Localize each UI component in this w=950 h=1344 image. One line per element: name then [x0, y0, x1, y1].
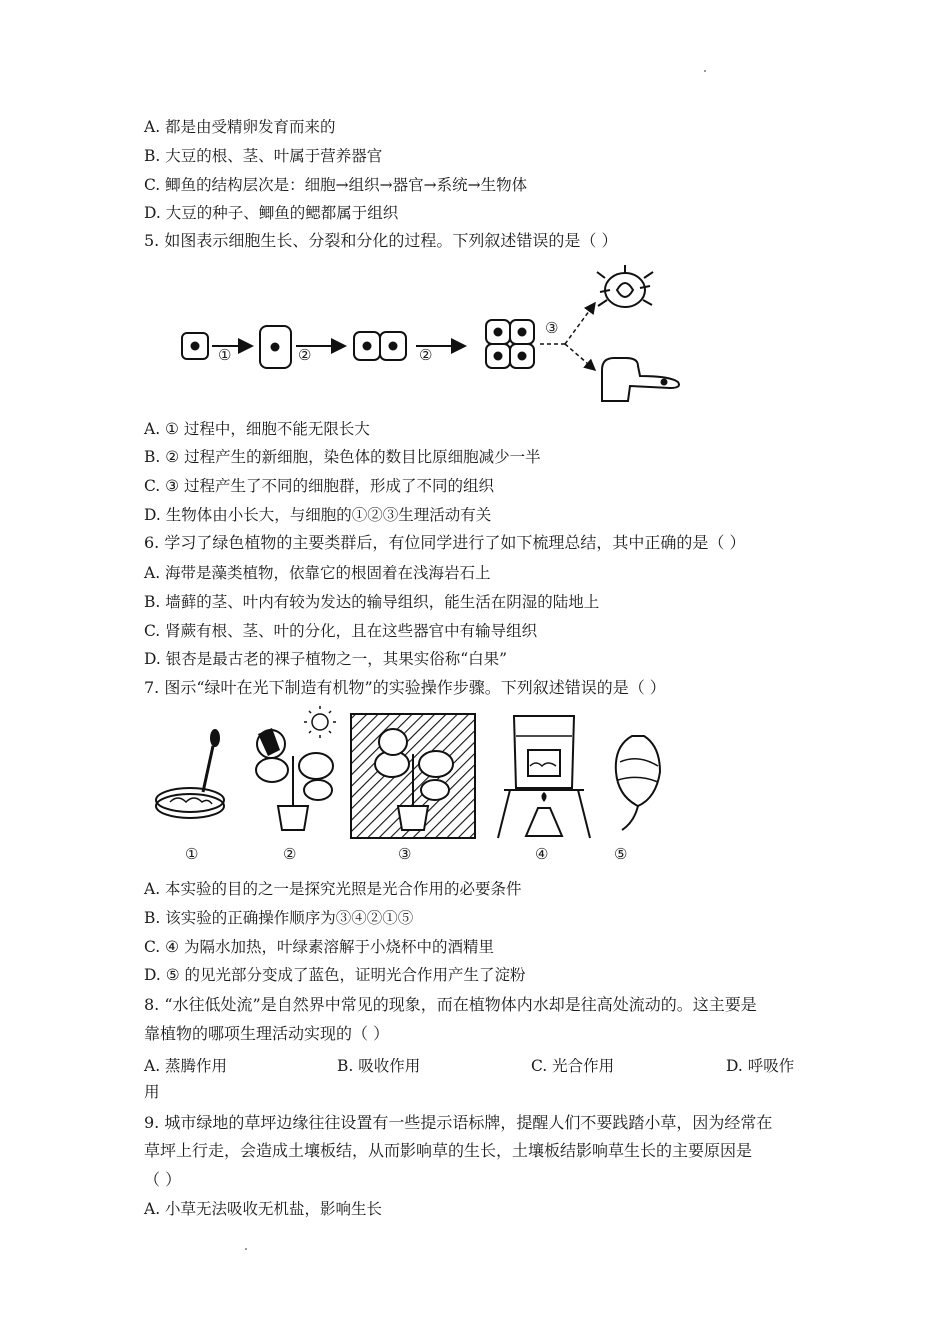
q6-option-d: D. 银杏是最古老的裸子植物之一，其果实俗称“白果” — [144, 650, 508, 668]
q4-option-a: A. 都是由受精卵发育而来的 — [144, 118, 336, 136]
q6-stem: 6. 学习了绿色植物的主要类群后，有位同学进行了如下梳理总结，其中正确的是（ ） — [144, 533, 746, 552]
q6-option-a: A. 海带是藻类植物，依靠它的根固着在浅海岩石上 — [144, 564, 491, 582]
q5-option-a: A. ① 过程中，细胞不能无限长大 — [144, 420, 370, 438]
scan-speck — [704, 70, 706, 72]
q5-option-c: C. ③ 过程产生了不同的细胞群，形成了不同的组织 — [144, 477, 494, 495]
q7-label-5: ⑤ — [614, 845, 628, 863]
q8-option-d: D. 呼吸作 — [726, 1057, 795, 1075]
q8-stem-line2: 靠植物的哪项生理活动实现的（ ） — [144, 1024, 390, 1043]
q5-label-3: ③ — [545, 319, 559, 337]
q7-label-3: ③ — [398, 845, 412, 863]
q4-option-d: D. 大豆的种子、鲫鱼的鳃都属于组织 — [144, 204, 399, 222]
q5-option-b: B. ② 过程产生的新细胞，染色体的数目比原细胞减少一半 — [144, 448, 541, 466]
q9-option-a: A. 小草无法吸收无机盐，影响生长 — [144, 1200, 383, 1218]
q4-option-b: B. 大豆的根、茎、叶属于营养器官 — [144, 147, 383, 165]
q7-option-a: A. 本实验的目的之一是探究光照是光合作用的必要条件 — [144, 880, 522, 898]
q8-option-b: B. 吸收作用 — [337, 1057, 421, 1075]
q9-stem-line3: （ ） — [144, 1170, 182, 1189]
q6-option-b: B. 墙藓的茎、叶内有较为发达的输导组织，能生活在阴湿的陆地上 — [144, 593, 600, 611]
q5-label-2a: ② — [298, 346, 312, 364]
q9-stem-line1: 9. 城市绿地的草坪边缘往往设置有一些提示语标牌，提醒人们不要践踏小草，因为经常在 — [144, 1113, 773, 1132]
q8-stem-line1: 8. “水往低处流”是自然界中常见的现象，而在植物体内水却是往高处流动的。这主要是 — [144, 995, 757, 1014]
q7-option-c: C. ④ 为隔水加热，叶绿素溶解于小烧杯中的酒精里 — [144, 938, 494, 956]
q7-option-b: B. 该实验的正确操作顺序为③④②①⑤ — [144, 909, 414, 927]
q6-option-c: C. 肾蕨有根、茎、叶的分化，且在这些器官中有输导组织 — [144, 622, 538, 640]
cell-process-figure — [170, 258, 690, 410]
q7-label-2: ② — [283, 845, 297, 863]
leaf-starch-experiment-figure — [148, 706, 678, 842]
q9-stem-line2: 草坪上行走，会造成土壤板结，从而影响草的生长，土壤板结影响草生长的主要原因是 — [144, 1141, 753, 1160]
q8-option-c: C. 光合作用 — [531, 1057, 615, 1075]
q5-label-2b: ② — [419, 346, 433, 364]
q7-label-1: ① — [185, 845, 199, 863]
q8-option-a: A. 蒸腾作用 — [144, 1057, 228, 1075]
q7-option-d: D. ⑤ 的见光部分变成了蓝色，证明光合作用产生了淀粉 — [144, 966, 526, 984]
q7-stem: 7. 图示“绿叶在光下制造有机物”的实验操作步骤。下列叙述错误的是（ ） — [144, 678, 666, 697]
q5-stem: 5. 如图表示细胞生长、分裂和分化的过程。下列叙述错误的是（ ） — [144, 231, 618, 250]
q5-label-1: ① — [218, 346, 232, 364]
q4-option-c: C. 鲫鱼的结构层次是：细胞→组织→器官→系统→生物体 — [144, 176, 528, 194]
scan-speck — [245, 1248, 247, 1250]
q8-option-d-wrap: 用 — [144, 1083, 160, 1101]
q7-label-4: ④ — [535, 845, 549, 863]
q5-option-d: D. 生物体由小长大，与细胞的①②③生理活动有关 — [144, 506, 492, 524]
